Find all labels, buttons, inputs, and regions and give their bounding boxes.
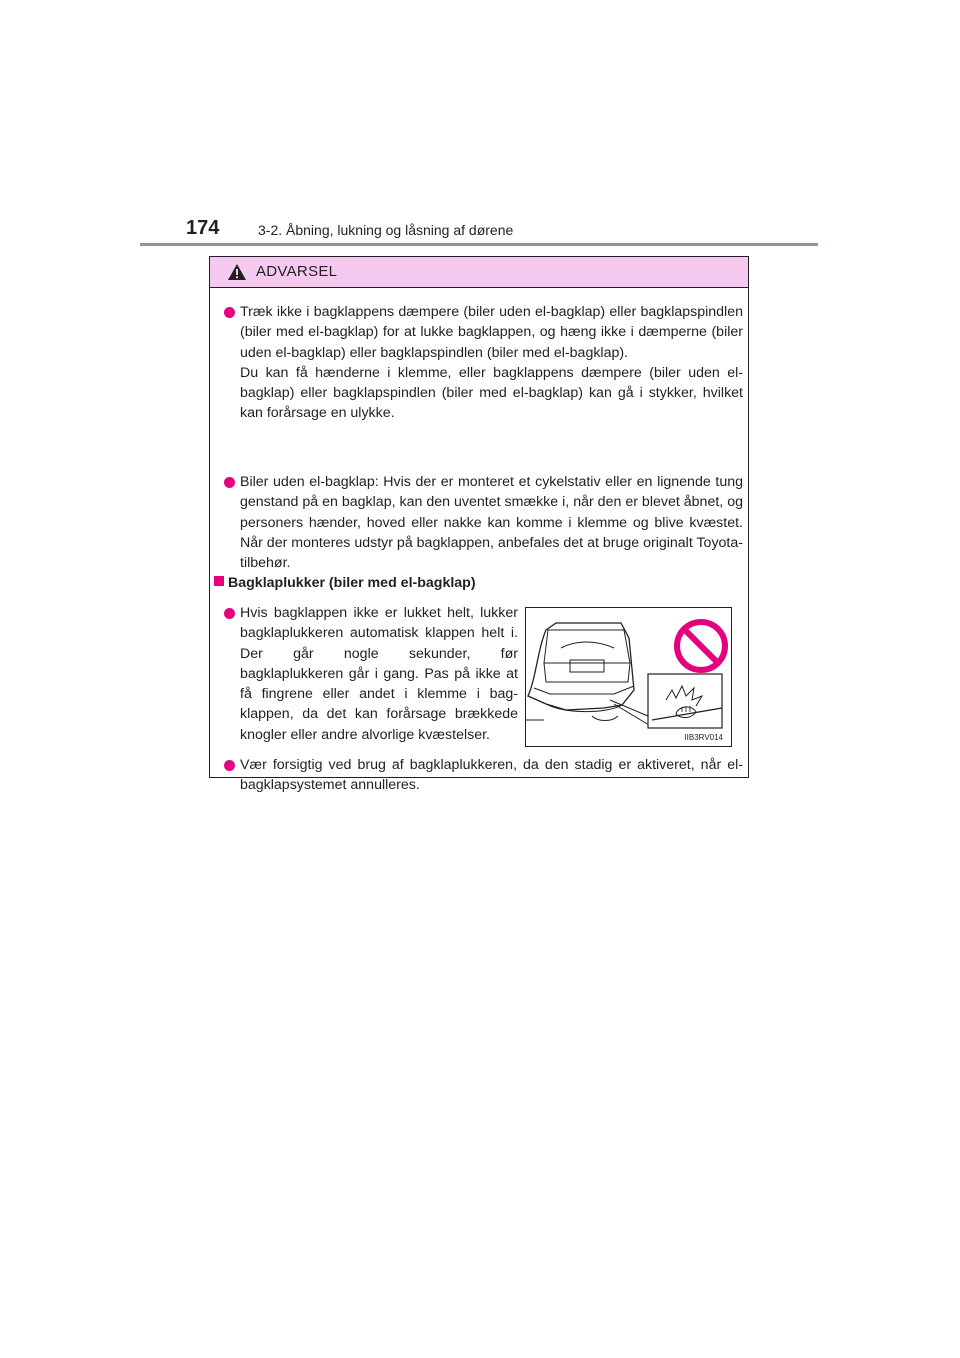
list-item xyxy=(222,755,743,796)
header-rule xyxy=(140,243,818,246)
list-item xyxy=(222,472,743,573)
section-title: 3-2. Åbning, lukning og låsning af dørene xyxy=(258,222,514,238)
subheading xyxy=(214,573,476,593)
tailgate-illustration xyxy=(525,607,732,747)
square-bullet-icon xyxy=(214,576,224,586)
bullet-text-continued: Du kan få hænderne i klemme, eller bagklappens dæmpere (biler uden el-bagklap) eller bagklapspindlen (biler med el-bagklap) kan gå i stykker, hvilket kan forårsage en ulykke. xyxy=(240,364,743,422)
list-item xyxy=(222,302,743,424)
bullet-text: Biler uden el-bagklap: Hvis der er monteret et cykelstativ eller en lignende tung genstand på en bagklap, kan den uventet smække i, når den er blevet åbnet, og personers hænder, hoved eller nakke kan komme i klemme og blive kvæstet. Når der monteres udstyr på bagklappen, anbefales det at bruge originalt Toyota-tilbehør. xyxy=(240,474,743,572)
warning-header xyxy=(210,257,748,288)
warning-title: ADVARSEL xyxy=(256,263,338,280)
subheading-text: Bagklaplukker (biler med el-bagklap) xyxy=(228,575,476,591)
page-number: 174 xyxy=(186,217,220,239)
bullet-icon xyxy=(224,477,235,488)
bullet-icon xyxy=(224,307,235,318)
prohibition-icon xyxy=(677,622,725,670)
figure-code: IIB3RV014 xyxy=(684,733,723,742)
bullet-icon xyxy=(224,760,235,771)
tailgate-drawing xyxy=(526,608,731,746)
bullet-text: Vær forsigtig ved brug af bagklaplukkeren, da den stadig er aktiveret, når el-bagklapsystemet annulleres. xyxy=(240,757,743,794)
warning-box xyxy=(209,256,749,794)
bullet-text: Træk ikke i bagklappens dæmpere (biler uden el-bagklap) eller bagklapspindlen (biler med el-bagklap) for at lukke bagklappen, og hæng ikke i dæmperne (biler uden el-bagklap) eller bagklapspindlen (biler med el-bagklap). xyxy=(240,304,743,361)
bullet-text: Hvis bagklappen ikke er lukket helt, lukker bagklaplukkeren automatisk klappen helt i. Der går nogle sekunder, før bagklaplukkeren går i gang. Pas på ikke at få fingrene eller andet i klemme i bagklappen, da det kan forårsage brækkede knogler eller andre alvorlige kvæstelser. xyxy=(240,605,518,743)
warning-triangle-icon xyxy=(228,264,246,280)
bullet-icon xyxy=(224,608,235,619)
list-item xyxy=(222,603,518,745)
